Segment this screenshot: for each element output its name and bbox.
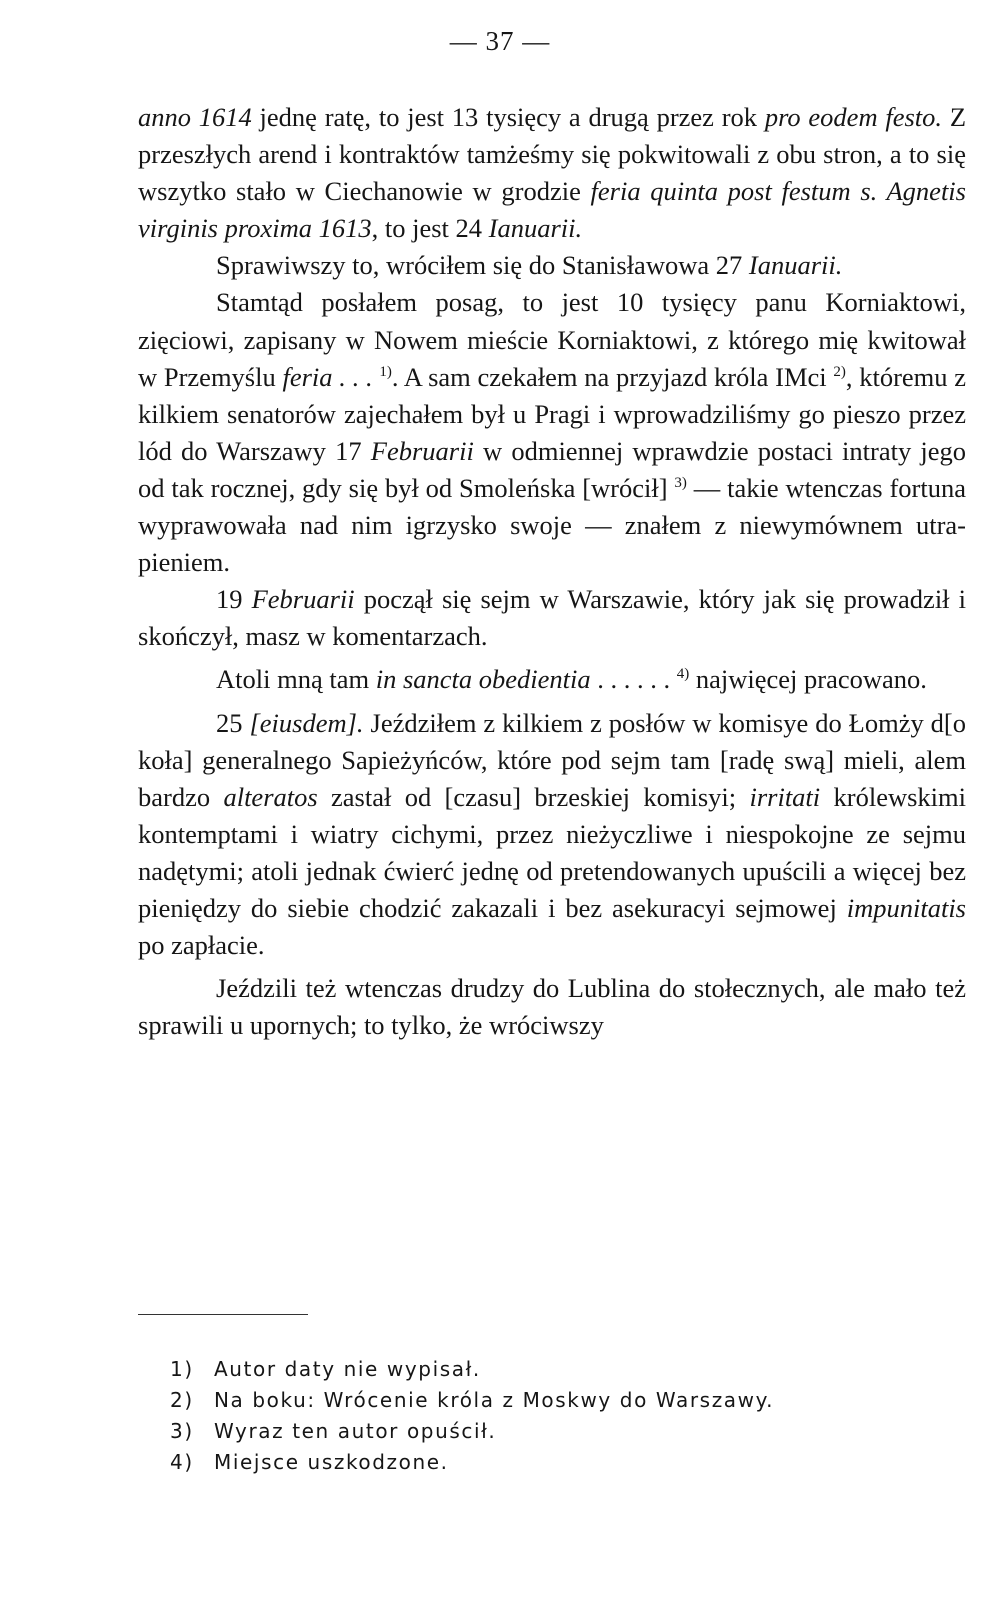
text-span: Jeździli też wtenczas drudzy do Lublina do stołecznych, ale mało też sprawili u upornych; to tylko, że wróciwszy [138, 973, 966, 1041]
footnote-3 [170, 1416, 930, 1447]
text-span: feria . . . [282, 361, 373, 392]
footnote-text: Na boku: Wrócenie króla z Moskwy do Warszawy. [214, 1388, 775, 1412]
paragraph-4 [138, 581, 966, 655]
footnote-text: Wyraz ten autor opuścił. [214, 1419, 497, 1443]
footnote-mark: 4) [170, 1450, 194, 1474]
text-span: anno 1614 [138, 102, 252, 132]
footnote-ref-3: 3) [674, 475, 687, 492]
text-span: po zapłacie. [138, 930, 265, 961]
text-span: Jeździłem z kilkiem z posłów w komisye do Łomży d[o koła] generalnego Sapieżyńców, które pod sejm tam [radę swą] mieli, alem bardzo [138, 707, 966, 812]
text-span: , to jest 24 [371, 213, 489, 244]
text-span: począł się sejm w Warszawie, który jak się prowadził i skończył, masz w komentarzach. [138, 584, 966, 652]
text-span: Atoli mną tam [216, 664, 376, 695]
paragraph-3 [138, 284, 966, 581]
text-span: irritati [749, 781, 821, 812]
text-span: alteratos [223, 781, 318, 812]
text-span: zastał od [czasu] brzeskiej komisyi; [317, 781, 750, 812]
footnotes [170, 1354, 930, 1478]
paragraph-7 [138, 970, 966, 1044]
text-span: Sprawiwszy to, wróciłem się do Stanisławowa 27 [216, 250, 749, 281]
footnote-ref-1: 1) [379, 363, 392, 380]
text-span: Z przeszłych arend i kontraktów tamżeśmy się pokwitowali z obu stron, a to się wszytko stało w Ciechanowie w grodzie [138, 102, 967, 207]
footnote-text: Miejsce uszkodzone. [214, 1450, 449, 1474]
text-span: Stamtąd posłałem posag, to jest 10 tysięcy panu Korniaktowi, zięciowi, zapisany w Nowem mieście Korniaktowi, z którego mię kwitował w Przemyślu [138, 287, 966, 392]
footnote-divider [138, 1314, 308, 1315]
text-span: Februarii [370, 435, 474, 466]
text-span: [eiusdem]. [249, 707, 364, 738]
text-span: 25 [216, 707, 250, 738]
text-span: feria quinta post festum s. Agnetis virginis proxima 1613 [138, 176, 966, 244]
footnote-mark: 1) [170, 1357, 194, 1381]
text-span: królewskimi kontemptami i wiatry cichymi, przez nieżyczliwe i niespokojne ze sejmu nadętymi; atoli jednak ćwierć jednę od pretendowanych upuścili a więcej bez pieniędzy do siebie chodzić zakazali i bez asekuracyi sejmowej [138, 781, 966, 923]
footnote-4 [170, 1447, 930, 1478]
footnote-ref-4: 4) [676, 666, 690, 683]
footnote-mark: 3) [170, 1419, 194, 1443]
text-span: in sancta obedientia [375, 664, 591, 695]
footnote-ref-2: 2) [833, 363, 846, 380]
text-span: , któremu z kilkiem senatorów zajechałem był u Pragi i wprowadziliśmy go pieszo przez lód do Warszawy 17 [138, 361, 967, 466]
text-span: jednę ratę, to jest 13 tysięcy a drugą przez rok [251, 102, 765, 132]
text-span: Ianuarii. [748, 250, 843, 281]
text-span: Ianuarii. [488, 213, 583, 244]
text-span: 19 [216, 584, 252, 615]
text-span: najwięcej pracowano. [689, 664, 927, 695]
page-number: — 37 — [449, 26, 551, 56]
text-span: impunitatis [846, 892, 966, 923]
text-span: Februarii [251, 584, 355, 615]
footnote-mark: 2) [170, 1388, 194, 1412]
text-span: . . . . . . [590, 664, 677, 695]
body-text [138, 99, 966, 1044]
text-span: w odmiennej wprawdzie postaci intraty jego od tak rocznej, gdy się był od Smoleńska [wrócił] [138, 435, 966, 503]
footnote-text: Autor daty nie wypisał. [214, 1357, 481, 1381]
paragraph-1 [138, 99, 966, 247]
paragraph-2 [138, 247, 966, 284]
text-span: — takie wtenczas fortuna wyprawowała nad nim igrzysko swoje — znałem z niewymównem utrapieniem. [138, 472, 966, 578]
text-span: pro eodem festo. [764, 102, 943, 132]
footnote-2 [170, 1385, 930, 1416]
paragraph-5 [138, 661, 966, 698]
text-span: . A sam czekałem na przyjazd króla IMci [391, 361, 834, 392]
footnote-1 [170, 1354, 930, 1385]
paragraph-6 [138, 705, 966, 965]
